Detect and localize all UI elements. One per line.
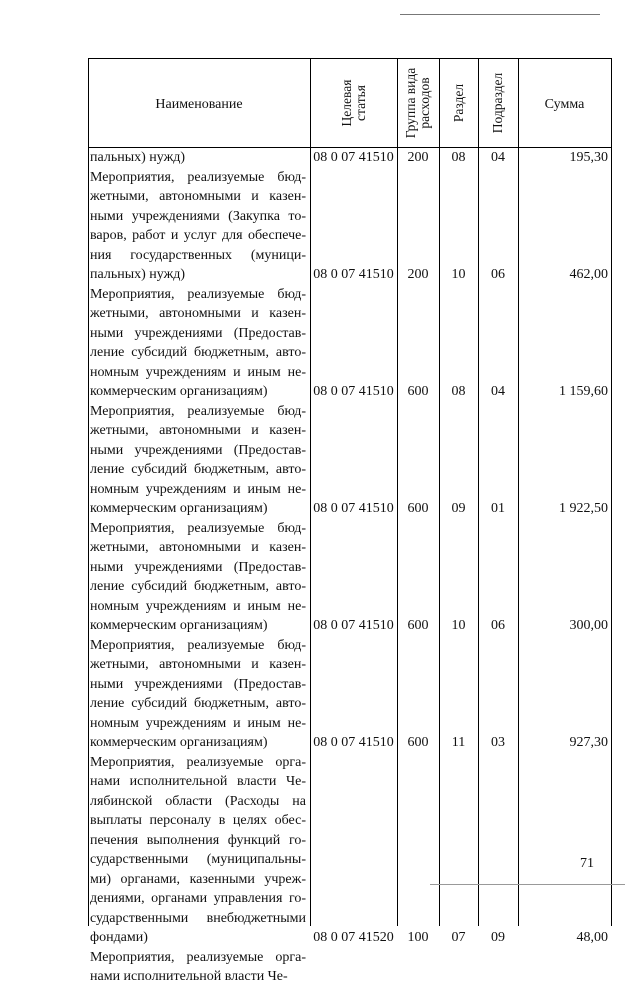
top-rule [400, 14, 600, 15]
description-line: коммерческим организациям) [90, 618, 268, 633]
table-row [88, 265, 611, 285]
header-name: Наименование [155, 97, 243, 112]
description-line: лябинской области (Расходы на [90, 793, 306, 809]
table-row [88, 382, 611, 402]
description-line: жетными, автономными и казен- [90, 657, 306, 672]
description-line: коммерческим организациям) [90, 501, 268, 516]
column-divider [611, 58, 612, 926]
description-line: жетными, автономными и казен- [90, 423, 306, 438]
description-line: печения выполнения функций го- [90, 832, 306, 848]
description-line: сударственными внебюджетными [90, 910, 306, 926]
description-line: ными учреждениями (Закупка то- [90, 208, 306, 224]
description-line: Мероприятия, реализуемые бюд- [90, 403, 306, 419]
subsection-cell: 04 [491, 384, 505, 399]
bottom-rule [430, 884, 625, 885]
description-line: коммерческим организациям) [90, 384, 268, 399]
description-line: Мероприятия, реализуемые бюд- [90, 637, 306, 653]
sum-cell: 48,00 [576, 930, 608, 945]
table-body [88, 148, 611, 984]
subsection-cell: 04 [491, 150, 505, 165]
description-line: нами исполнительной власти Че- [90, 774, 306, 789]
table-row [88, 616, 611, 636]
description-line: ми) органами, казенными учреж- [90, 871, 306, 887]
description-line: жетными, автономными и казен- [90, 306, 306, 321]
description-line: Мероприятия, реализуемые бюд- [90, 169, 306, 185]
description-line: жетными, автономными и казен- [90, 540, 306, 555]
description-line: ление субсидий бюджетным, авто- [90, 579, 306, 594]
column-divider [439, 58, 440, 926]
section-cell: 10 [451, 618, 466, 633]
table-header [88, 58, 611, 148]
section-cell: 09 [451, 501, 466, 516]
description-line: Мероприятия, реализуемые орга- [90, 949, 306, 965]
description-line: коммерческим организациям) [90, 735, 268, 750]
expense-group-cell: 600 [407, 501, 429, 516]
description-line: нами исполнительной власти Че- [90, 969, 288, 984]
section-cell: 11 [451, 735, 466, 750]
expense-group-cell: 200 [407, 267, 429, 282]
table-row [88, 928, 611, 948]
sum-cell: 1 922,50 [559, 501, 608, 516]
table-row [88, 148, 611, 168]
subsection-cell: 01 [491, 501, 505, 516]
sum-cell: 300,00 [569, 618, 608, 633]
description-line: выплаты персоналу в целях обес- [90, 813, 306, 828]
expense-group-cell: 200 [407, 150, 429, 165]
expense-group-cell: 600 [407, 618, 429, 633]
description-line: ление субсидий бюджетным, авто- [90, 696, 306, 711]
description-line: варов, работ и услуг для обеспече- [90, 228, 306, 243]
description-line: пальных) нужд) [90, 150, 186, 165]
description-line: ление субсидий бюджетным, авто- [90, 462, 306, 477]
column-divider [518, 58, 519, 926]
description-line: сударственными (муниципальны- [90, 852, 306, 867]
table-row [88, 733, 611, 753]
target-article-cell: 08 0 07 41510 [313, 267, 394, 282]
description-line: Мероприятия, реализуемые бюд- [90, 286, 306, 302]
description-line: ление субсидий бюджетным, авто- [90, 345, 306, 360]
description-line: ными учреждениями (Предостав- [90, 325, 306, 341]
header-target-article: Целевая статья [338, 79, 368, 127]
header-expense-group: Группа вида расходов [403, 67, 432, 139]
column-divider [310, 58, 311, 926]
sum-cell: 462,00 [569, 267, 608, 282]
description-line: Мероприятия, реализуемые бюд- [90, 520, 306, 536]
section-cell: 10 [451, 267, 466, 282]
description-line: ными учреждениями (Предостав- [90, 676, 306, 692]
description-line: ными учреждениями (Предостав- [90, 559, 306, 575]
section-cell: 08 [451, 384, 466, 399]
sum-cell: 195,30 [569, 150, 608, 165]
target-article-cell: 08 0 07 41510 [313, 384, 394, 399]
description-line: номным учреждениям и иным не- [90, 364, 306, 380]
table-row [88, 499, 611, 519]
target-article-cell: 08 0 07 41510 [313, 735, 394, 750]
subsection-cell: 09 [491, 930, 505, 945]
description-line: ния государственных (муници- [90, 247, 306, 263]
target-article-cell: 08 0 07 41510 [313, 501, 394, 516]
description-line: фондами) [90, 930, 148, 945]
subsection-cell: 06 [491, 618, 505, 633]
column-divider [478, 58, 479, 926]
header-subsection: Подраздел [490, 72, 505, 134]
budget-table [88, 58, 611, 984]
description-line: номным учреждениям и иным не- [90, 598, 306, 614]
description-line: пальных) нужд) [90, 267, 186, 282]
expense-group-cell: 100 [407, 930, 429, 945]
column-divider [88, 58, 89, 926]
target-article-cell: 08 0 07 41510 [313, 150, 394, 165]
expense-group-cell: 600 [407, 735, 429, 750]
target-article-cell: 08 0 07 41510 [313, 618, 394, 633]
description-line: дениями, органами управления го- [90, 891, 306, 906]
description-line: Мероприятия, реализуемые орга- [90, 754, 306, 770]
section-cell: 07 [451, 930, 466, 945]
description-line: номным учреждениям и иным не- [90, 481, 306, 497]
page-number: 71 [580, 856, 594, 871]
description-line: ными учреждениями (Предостав- [90, 442, 306, 458]
target-article-cell: 08 0 07 41520 [313, 930, 394, 945]
description-line: жетными, автономными и казен- [90, 189, 306, 204]
subsection-cell: 06 [491, 267, 505, 282]
expense-group-cell: 600 [407, 384, 429, 399]
header-sum: Сумма [544, 97, 585, 112]
subsection-cell: 03 [491, 735, 505, 750]
sum-cell: 927,30 [569, 735, 608, 750]
header-section: Раздел [450, 83, 466, 123]
section-cell: 08 [451, 150, 466, 165]
column-divider [397, 58, 398, 926]
sum-cell: 1 159,60 [559, 384, 608, 399]
description-line: номным учреждениям и иным не- [90, 715, 306, 731]
